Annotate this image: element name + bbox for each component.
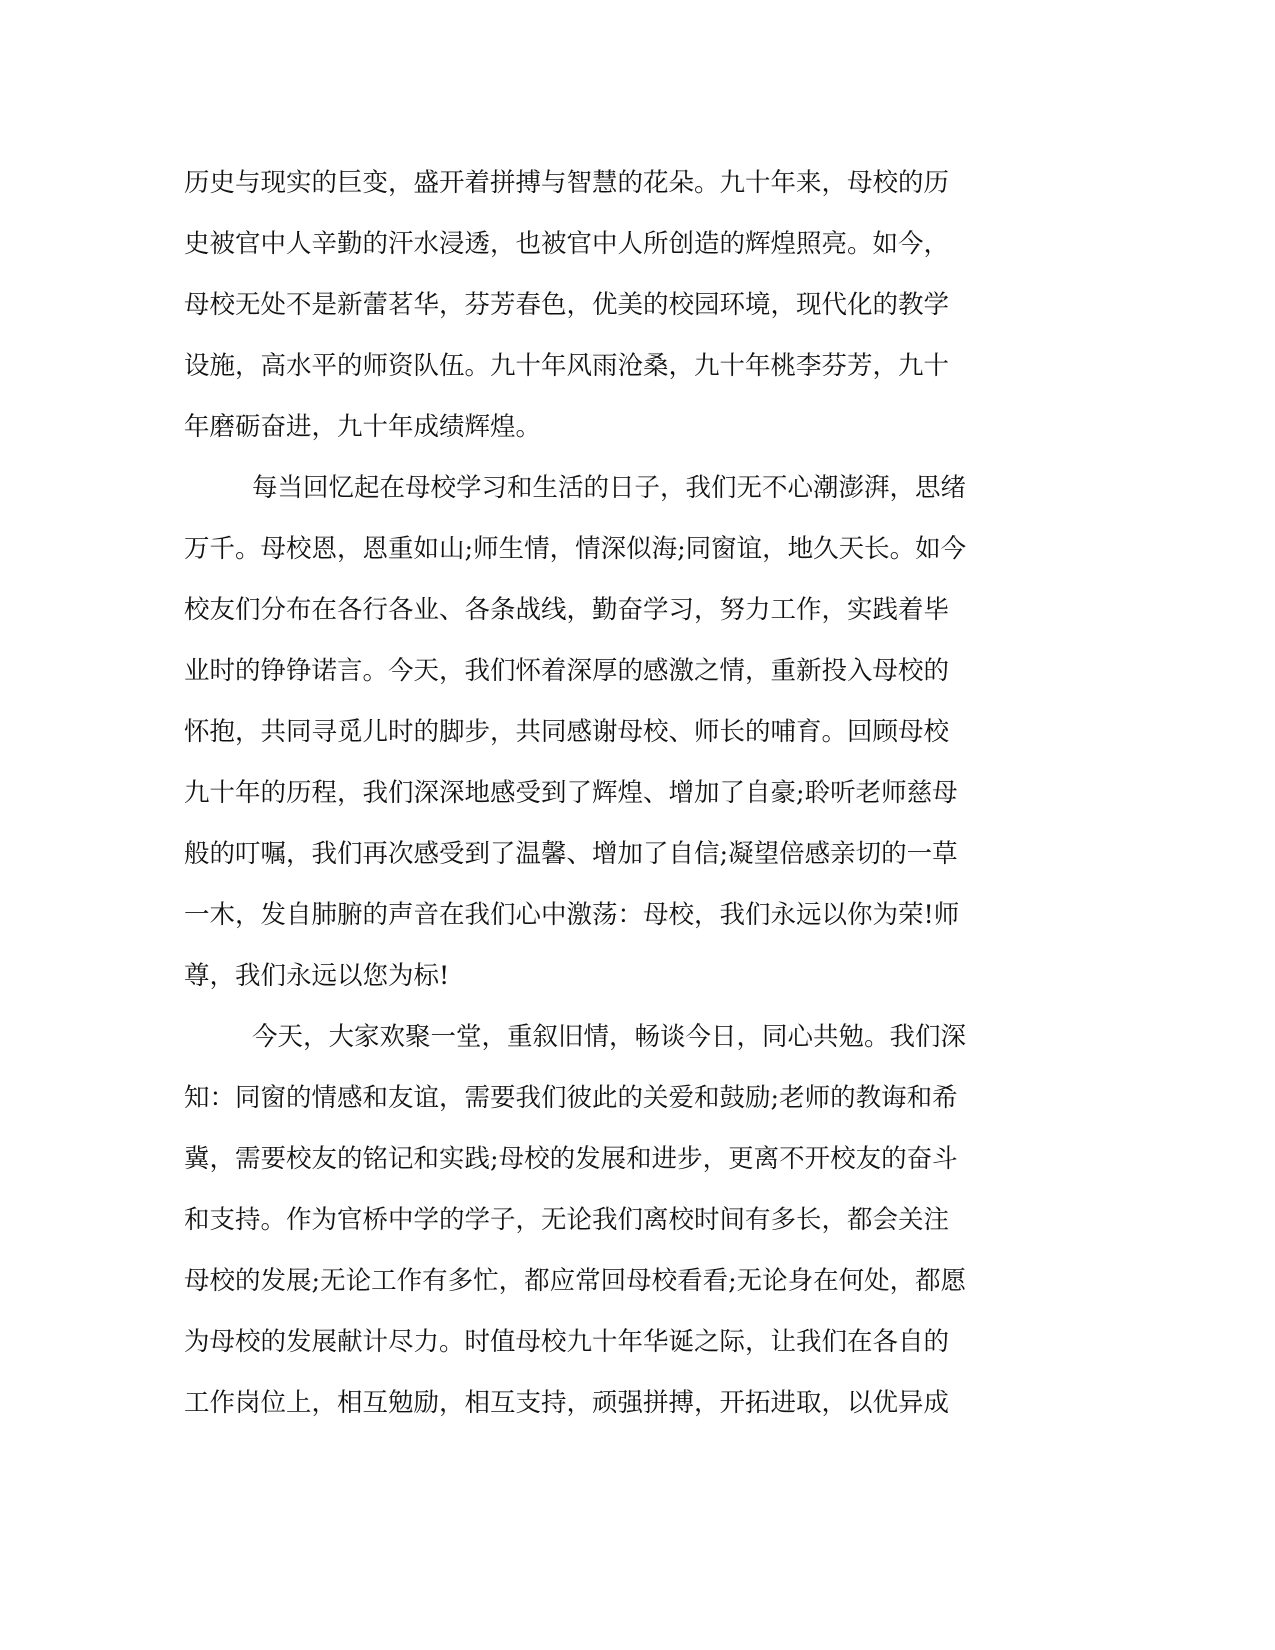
text-line: 母校的发展;无论工作有多忙，都应常回母校看看;无论身在何处，都愿 <box>184 1266 967 1296</box>
text-line: 工作岗位上，相互勉励，相互支持，顽强拼搏，开拓进取，以优异成 <box>184 1388 950 1418</box>
body-text <box>184 153 1084 1434</box>
text-line: 万千。母校恩，恩重如山;师生情，情深似海;同窗谊，地久天长。如今 <box>184 534 967 564</box>
text-line: 般的叮嘱，我们再次感受到了温馨、增加了自信;凝望倍感亲切的一草 <box>184 839 958 869</box>
text-line: 一木，发自肺腑的声音在我们心中激荡：母校，我们永远以你为荣!师 <box>184 900 960 930</box>
text-line: 业时的铮铮诺言。今天，我们怀着深厚的感激之情，重新投入母校的 <box>184 656 950 686</box>
text-line: 校友们分布在各行各业、各条战线，勤奋学习，努力工作，实践着毕 <box>184 595 950 625</box>
text-line: 每当回忆起在母校学习和生活的日子，我们无不心潮澎湃，思绪 <box>252 473 967 503</box>
text-line: 和支持。作为官桥中学的学子，无论我们离校时间有多长，都会关注 <box>184 1205 950 1235</box>
text-line: 今天，大家欢聚一堂，重叙旧情，畅谈今日，同心共勉。我们深 <box>252 1022 967 1052</box>
text-line: 历史与现实的巨变，盛开着拼搏与智慧的花朵。九十年来，母校的历 <box>184 168 950 198</box>
text-line: 知：同窗的情感和友谊，需要我们彼此的关爱和鼓励;老师的教诲和希 <box>184 1083 958 1113</box>
paragraph-1 <box>184 153 1084 458</box>
text-line: 尊，我们永远以您为标! <box>184 961 450 991</box>
text-line: 为母校的发展献计尽力。时值母校九十年华诞之际，让我们在各自的 <box>184 1327 950 1357</box>
text-line: 九十年的历程，我们深深地感受到了辉煌、增加了自豪;聆听老师慈母 <box>184 778 958 808</box>
text-line: 设施，高水平的师资队伍。九十年风雨沧桑，九十年桃李芬芳，九十 <box>184 351 950 381</box>
text-line: 怀抱，共同寻觅儿时的脚步，共同感谢母校、师长的哺育。回顾母校 <box>184 717 950 747</box>
text-line: 冀，需要校友的铭记和实践;母校的发展和进步，更离不开校友的奋斗 <box>184 1144 958 1174</box>
paragraph-3 <box>184 1007 1084 1434</box>
text-line: 母校无处不是新蕾茗华，芬芳春色，优美的校园环境，现代化的教学 <box>184 290 950 320</box>
paragraph-2 <box>184 458 1084 1007</box>
text-line: 年磨砺奋进，九十年成绩辉煌。 <box>184 412 542 442</box>
text-line: 史被官中人辛勤的汗水浸透，也被官中人所创造的辉煌照亮。如今， <box>184 229 950 259</box>
